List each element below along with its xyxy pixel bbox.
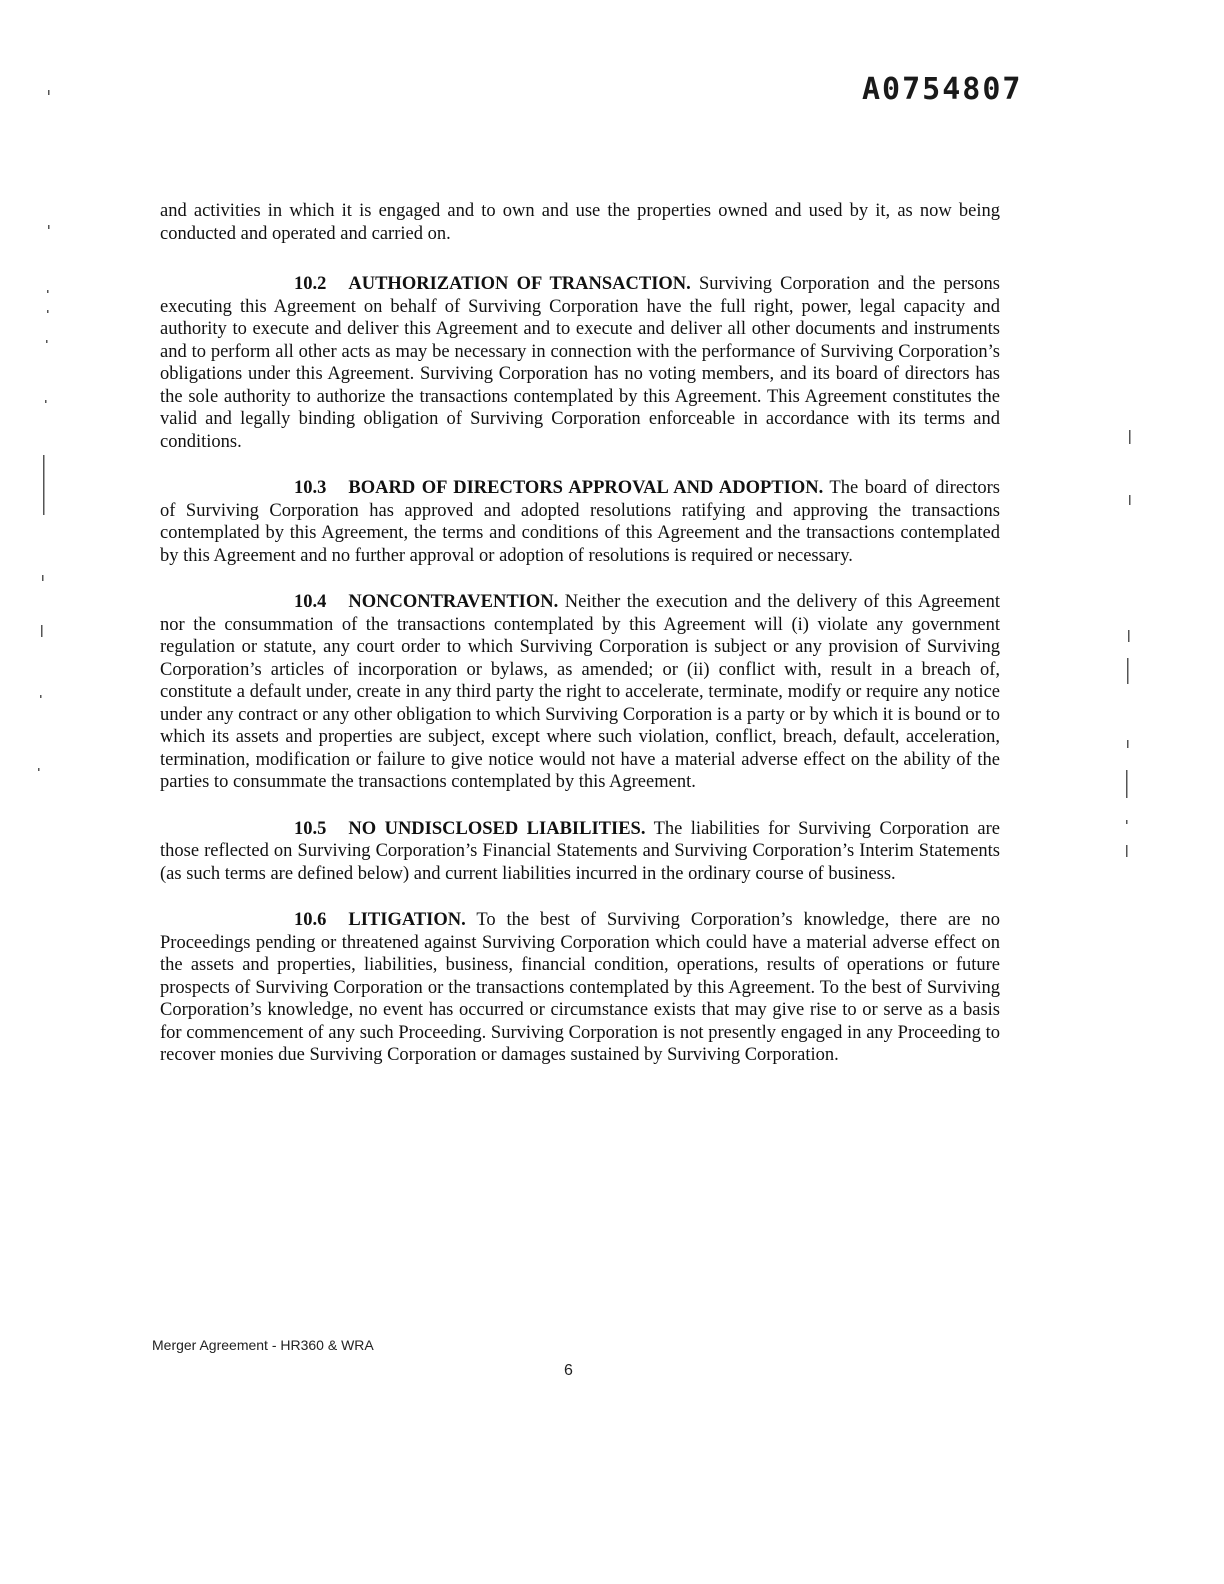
section-text: The board of directors of Surviving Corporation has approved and adopted resolutions ratifying and approving the transactions contemplated by this Agreement, the terms and conditions of this Agreement and the transactions contemplated by this Agreement and no further approval or adoption of resolutions is required or necessary. (160, 478, 1001, 566)
section-title: LITIGATION. (348, 910, 466, 930)
document-body (160, 200, 1000, 1091)
section-text: Surviving Corporation and the persons executing this Agreement on behalf of Surviving Corporation have the full right, power, legal capacity and authority to execute and deliver this Agreement and to execute and deliver all other documents and instruments and to perform all other acts as may be necessary in connection with the performance of Surviving Corporation’s obligations under this Agreement. Surviving Corporation has no voting members, and its board of directors has the sole authority to authorize the transactions contemplated by this Agreement. This Agreement constitutes the valid and legally binding obligation of Surviving Corporation enforceable in accordance with its terms and conditions. (160, 274, 1000, 452)
section-number: 10.5 (294, 818, 327, 839)
section-text: The liabilities for Surviving Corporation are those reflected on Surviving Corporation’s Financial Statements and Surviving Corporation’s Interim Statements (as such terms are defined below) and current liabilities incurred in the ordinary course of business. (160, 818, 1000, 884)
section-text: Neither the execution and the delivery of this Agreement nor the consummation of the transactions contemplated by this Agreement will (i) violate any government regulation or statute, any court order to which Surviving Corporation is subject or any provision of Surviving Corporation’s articles of incorporation or bylaws, as amended; or (ii) conflict with, result in a breach of, constitute a default under, create in any third party the right to accelerate, terminate, modify or require any notice under any contract or any other obligation to which Surviving Corporation is a party or by which it is bound or to which its assets and properties are subject, except where such violation, conflict, breach, default, acceleration, termination, modification or failure to give notice would not have a material adverse effect on the ability of the parties to consummate the transactions contemplated by this Agreement. (160, 592, 1001, 792)
section-number: 10.2 (294, 274, 327, 294)
section-title: BOARD OF DIRECTORS APPROVAL AND ADOPTION. (348, 478, 824, 498)
document-id-stamp: A0754807 (862, 72, 1023, 107)
section-10-6 (160, 909, 1000, 1067)
section-number: 10.6 (294, 910, 327, 930)
intro-paragraph: and activities in which it is engaged and to own and use the properties owned and used by it, as now being conducted and operated and carried on. (160, 201, 1000, 244)
section-10-3 (160, 477, 1000, 567)
section-text: To the best of Surviving Corporation’s knowledge, there are no Proceedings pending or threatened against Surviving Corporation which could have a material adverse effect on the assets and properties, liabilities, business, financial condition, operations, results of operations or future prospects of Surviving Corporation or the transactions contemplated by this Agreement. To the best of Surviving Corporation’s knowledge, no event has occurred or circumstance exists that may give rise to or serve as a basis for commencement of any such Proceeding. Surviving Corporation is not presently engaged in any Proceeding to recover monies due Surviving Corporation or damages sustained by Surviving Corporation. (160, 910, 1000, 1065)
section-title: AUTHORIZATION OF TRANSACTION. (348, 274, 691, 294)
section-10-5 (160, 818, 1000, 886)
section-title: NONCONTRAVENTION. (348, 592, 559, 612)
section-number: 10.3 (294, 478, 327, 498)
section-title: NO UNDISCLOSED LIABILITIES. (348, 818, 646, 839)
page-number: 6 (564, 1362, 573, 1379)
section-number: 10.4 (294, 592, 327, 612)
section-10-2 (160, 273, 1000, 453)
section-10-4 (160, 591, 1000, 794)
footer-label: Merger Agreement - HR360 & WRA (152, 1337, 374, 1353)
